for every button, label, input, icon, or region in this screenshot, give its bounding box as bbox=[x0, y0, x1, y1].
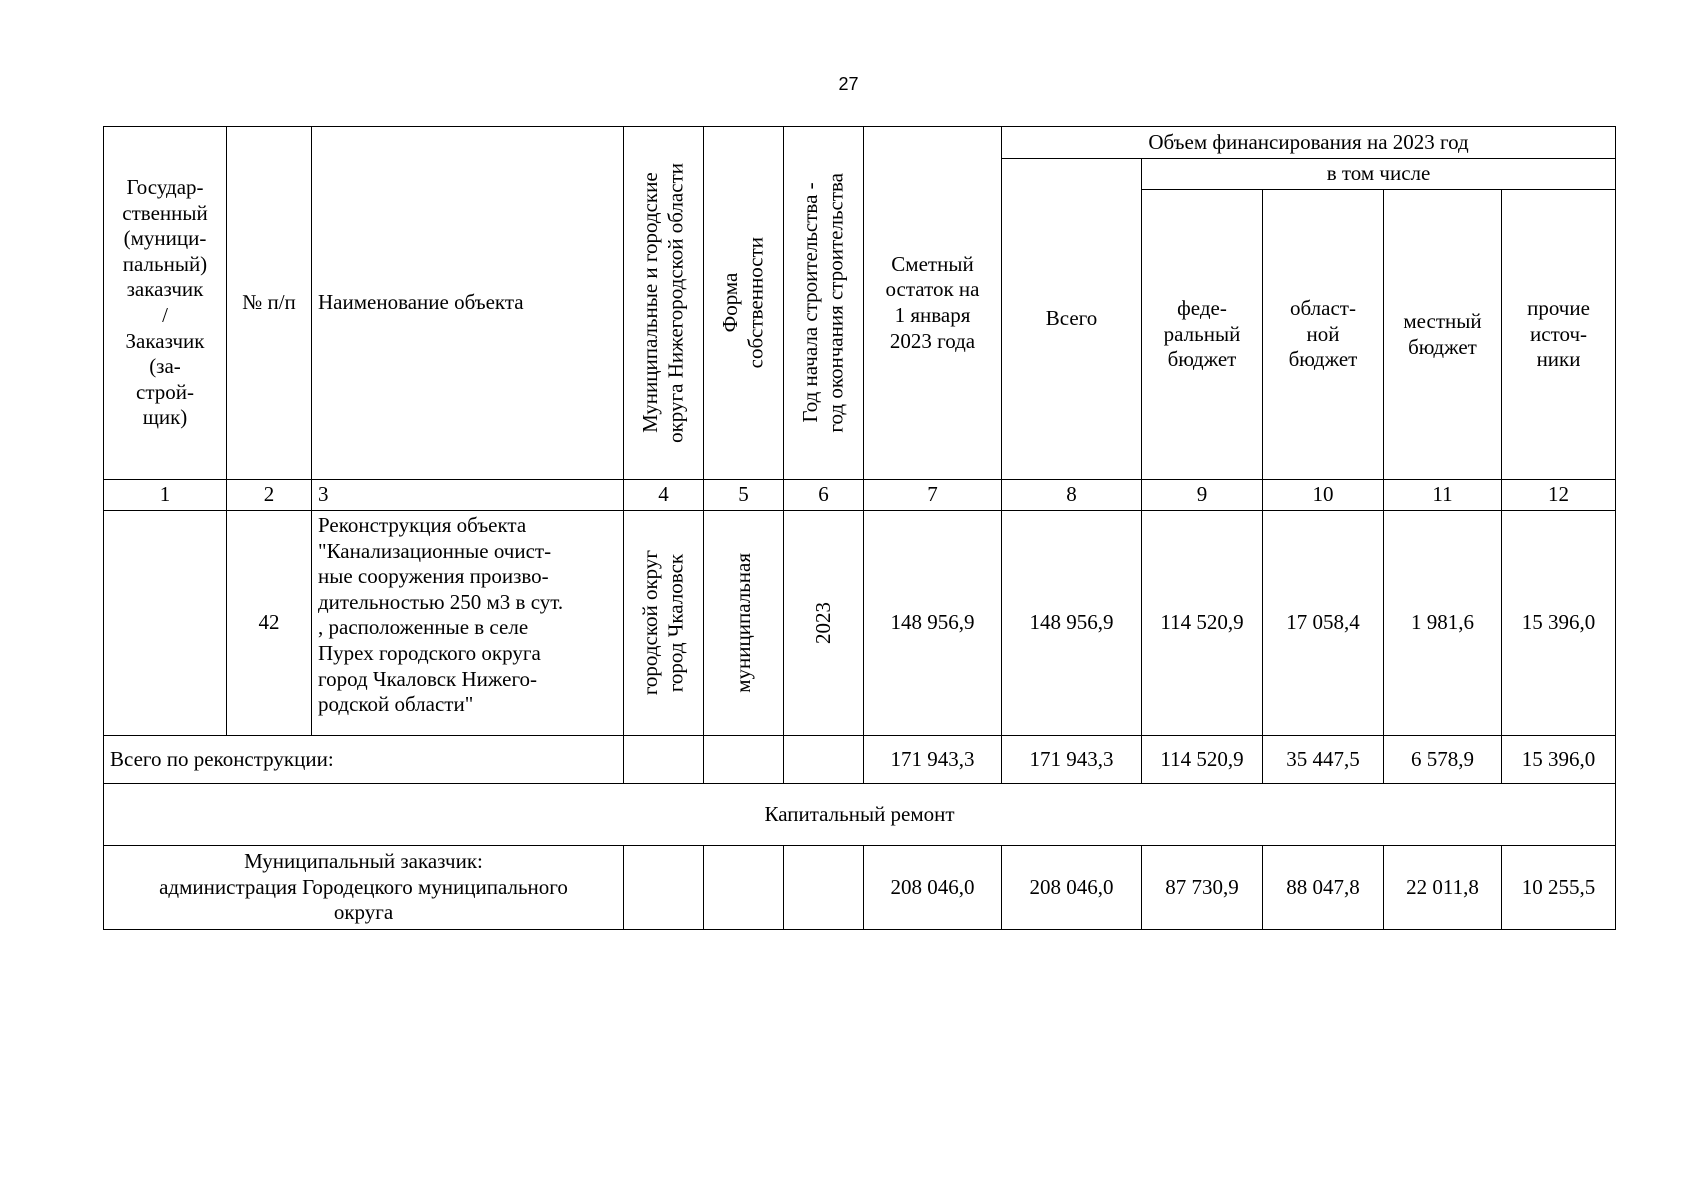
municipal-customer-row bbox=[104, 846, 1616, 930]
reconstruction-total-other: 15 396,0 bbox=[1502, 736, 1616, 784]
section-title: Капитальный ремонт bbox=[104, 784, 1616, 846]
header-years-text: Год начала строительства - год окончания строительства bbox=[797, 173, 848, 433]
column-number: 3 bbox=[312, 480, 624, 511]
row-estimate: 148 956,9 bbox=[864, 511, 1002, 736]
column-number: 12 bbox=[1502, 480, 1616, 511]
row-federal: 114 520,9 bbox=[1142, 511, 1263, 736]
section-row bbox=[104, 784, 1616, 846]
reconstruction-total-label: Всего по реконструкции: bbox=[104, 736, 624, 784]
page-number: 27 bbox=[838, 74, 859, 94]
header-federal: феде- ральный бюджет bbox=[1142, 190, 1263, 480]
row-object-name: Реконструкция объекта "Канализационные очист- ные сооружения произво- дительностью 250 м3 в сут. , расположенные в селе Пурех городского округа город Чкаловск Нижего- родской области" bbox=[312, 511, 624, 736]
column-number-row bbox=[104, 480, 1616, 511]
column-number: 8 bbox=[1002, 480, 1142, 511]
row-ownership bbox=[704, 511, 784, 736]
municipal-customer-total: 208 046,0 bbox=[1002, 846, 1142, 930]
empty-cell bbox=[784, 736, 864, 784]
row-local: 1 981,6 bbox=[1384, 511, 1502, 736]
header-ownership-text: Форма собственности bbox=[717, 237, 768, 369]
header-customer: Государ- ственный (муници- пальный) заказчик / Заказчик (за- строй- щик) bbox=[104, 127, 227, 480]
header-estimate: Сметный остаток на 1 января 2023 года bbox=[864, 127, 1002, 480]
header-total: Всего bbox=[1002, 159, 1142, 480]
column-number: 5 bbox=[704, 480, 784, 511]
column-number: 4 bbox=[624, 480, 704, 511]
header-funding: Объем финансирования на 2023 год bbox=[1002, 127, 1616, 159]
reconstruction-total-row bbox=[104, 736, 1616, 784]
row-other: 15 396,0 bbox=[1502, 511, 1616, 736]
column-number: 6 bbox=[784, 480, 864, 511]
header-municipality bbox=[624, 127, 704, 480]
row-number: 42 bbox=[227, 511, 312, 736]
row-regional: 17 058,4 bbox=[1263, 511, 1384, 736]
column-number: 11 bbox=[1384, 480, 1502, 511]
municipal-customer-estimate: 208 046,0 bbox=[864, 846, 1002, 930]
empty-cell bbox=[704, 846, 784, 930]
header-other: прочие источ- ники bbox=[1502, 190, 1616, 480]
header-including: в том числе bbox=[1142, 159, 1616, 190]
reconstruction-total-total: 171 943,3 bbox=[1002, 736, 1142, 784]
municipal-customer-other: 10 255,5 bbox=[1502, 846, 1616, 930]
header-municipality-text: Муниципальные и городские округа Нижегородской области bbox=[637, 163, 688, 443]
municipal-customer-local: 22 011,8 bbox=[1384, 846, 1502, 930]
empty-cell bbox=[624, 736, 704, 784]
empty-cell bbox=[704, 736, 784, 784]
reconstruction-total-local: 6 578,9 bbox=[1384, 736, 1502, 784]
empty-cell bbox=[784, 846, 864, 930]
financing-table bbox=[103, 126, 1616, 930]
empty-cell bbox=[624, 846, 704, 930]
reconstruction-total-regional: 35 447,5 bbox=[1263, 736, 1384, 784]
header-years bbox=[784, 127, 864, 480]
row-years bbox=[784, 511, 864, 736]
column-number: 7 bbox=[864, 480, 1002, 511]
column-number: 2 bbox=[227, 480, 312, 511]
row-municipality-text: городской округ город Чкаловск bbox=[637, 550, 688, 696]
row-ownership-text: муниципальная bbox=[730, 553, 755, 693]
column-number: 9 bbox=[1142, 480, 1263, 511]
header-regional: област- ной бюджет bbox=[1263, 190, 1384, 480]
municipal-customer-federal: 87 730,9 bbox=[1142, 846, 1263, 930]
row-customer bbox=[104, 511, 227, 736]
reconstruction-total-estimate: 171 943,3 bbox=[864, 736, 1002, 784]
reconstruction-total-federal: 114 520,9 bbox=[1142, 736, 1263, 784]
row-total: 148 956,9 bbox=[1002, 511, 1142, 736]
municipal-customer-regional: 88 047,8 bbox=[1263, 846, 1384, 930]
header-ownership bbox=[704, 127, 784, 480]
table-row bbox=[104, 511, 1616, 736]
row-municipality bbox=[624, 511, 704, 736]
column-number: 10 bbox=[1263, 480, 1384, 511]
row-years-text: 2023 bbox=[810, 602, 835, 644]
header-object-name: Наименование объекта bbox=[312, 127, 624, 480]
header-local: местный бюджет bbox=[1384, 190, 1502, 480]
column-number: 1 bbox=[104, 480, 227, 511]
header-number: № п/п bbox=[227, 127, 312, 480]
municipal-customer-label: Муниципальный заказчик: администрация Городецкого муниципального округа bbox=[104, 846, 624, 930]
